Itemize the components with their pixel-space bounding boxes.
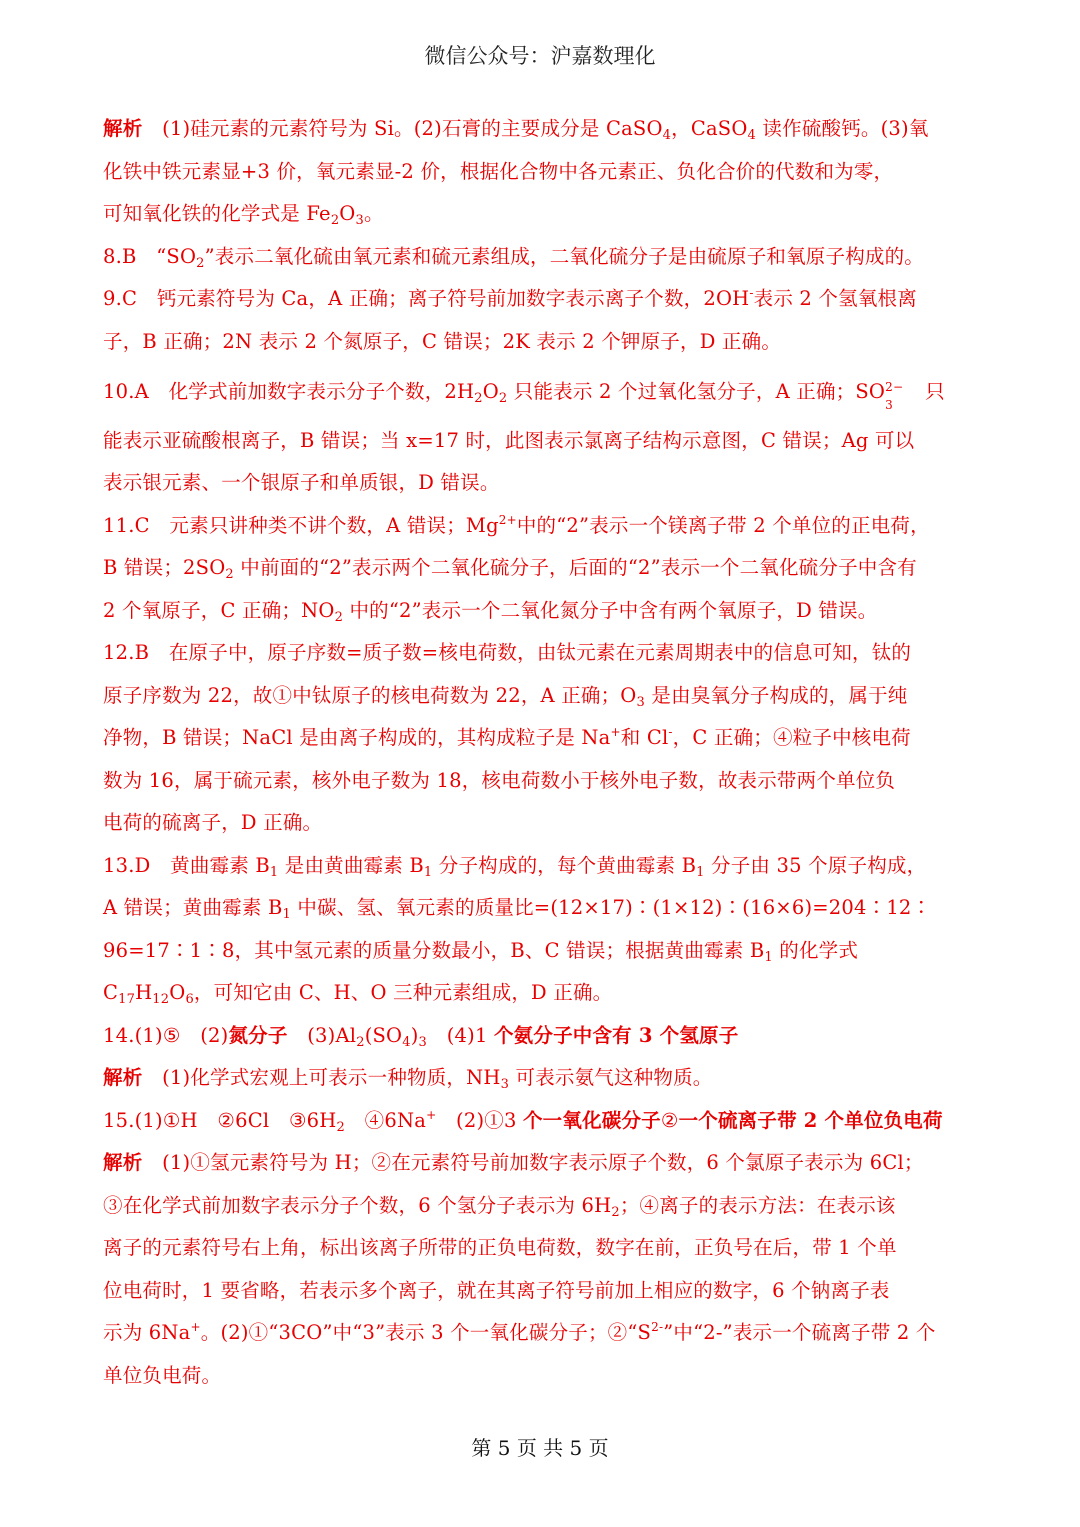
analysis-label: 解析 [103,1066,143,1089]
line: 解析 (1)硅元素的元素符号为 Si。(2)石膏的主要成分是 CaSO$_4$，CaSO$_4$ 读作硫酸钙。(3)氧 [103,117,929,143]
answer-8: 8.B “$SO_2$”表示二氧化硫由氧元素和硫元素组成，二氧化硫分子是由硫原子和氧原子构成的。 [103,244,925,271]
line: 表示银元素、一个银原子和单质银，D 错误。 [103,471,500,494]
line: 2 个氧原子，C 正确；$NO_2$ 中的“2”表示一个二氧化氮分子中含有两个氧原子，D 错误。 [103,598,878,625]
answer-15: 15.(1)①H ②6Cl $③6H_2$ ④6Na+ (2)①3 个一氧化碳分子②一个硫离子带 2 个单位负电荷 [103,1107,943,1135]
line: 能表示亚硫酸根离子，B 错误；当 x=17 时，此图表示氯离子结构示意图，C 错误；Ag 可以 [103,428,915,452]
analysis-label: 解析 [103,117,143,140]
line: 示为 6Na+。(2)①“3CO”中“3”表示 3 个一氧化碳分子；$②“S^{2-}$”中“2-”表示一个硫离子带 2 个 [103,1320,936,1344]
line: 96=17∶1∶8，其中氢元素的质量分数最小，B、C 错误；根据黄曲霉素 $B_1$ 的化学式 [103,938,859,965]
analysis-label: 解析 [103,1151,143,1174]
line: 解析 (1)①氢元素符号为 H；②在元素符号前加数字表示原子个数，6 个氯原子表示为 6Cl； [103,1151,924,1174]
line: 单位负电荷。 [103,1363,222,1387]
line: A 错误；黄曲霉素 $B_1$ 中碳、氢、氧元素的质量比=(12×17)∶(1×12)∶(16×6)=204∶12∶ [103,896,932,922]
line: 电荷的硫离子，D 正确。 [103,811,323,834]
line: 可知氧化铁的化学式是 $Fe_2O_3$。 [103,202,384,228]
line: 解析 (1)化学式宏观上可表示一种物质，$NH_3$ 可表示氨气这种物质。 [103,1066,713,1092]
line: B 错误；$2SO_2$ 中前面的“2”表示两个二氧化硫分子，后面的“2”表示一个二氧化硫分子中含有 [103,556,917,582]
line: 数为 16，属于硫元素，核外电子数为 18，核电荷数小于核外电子数，故表示带两个单位负 [103,768,896,792]
line: 净物，B 错误；NaCl 是由离子构成的，其构成粒子是 Na+和 Cl-，C 正确；④粒子中核电荷 [103,725,911,749]
answer-12: 12.B 在原子中，原子序数=质子数=核电荷数，由钛元素在元素周期表中的信息可知，钛的 [103,641,912,664]
line: 化铁中铁元素显+3 价，氧元素显-2 价，根据化合物中各元素正、负化合价的代数和为零， [103,159,894,183]
page-header: 微信公众号：沪嘉数理化 [424,44,656,68]
answer-9: 9.C 钙元素符号为 Ca，A 正确；离子符号前加数字表示离子个数，2OH-表示 2 个氢氧根离 [103,286,917,310]
page-footer: 第 5 页 共 5 页 [471,1436,609,1460]
line: 子，B 正确；2N 表示 2 个氮原子，C 错误；2K 表示 2 个钾原子，D 正确。 [103,329,782,353]
answer-14: 14.(1)⑤ (2)氮分子 $(3)Al_2(SO_4)_3$ (4)1 个氨分子中含有 3 个氢原子 [103,1023,739,1050]
answer-13: 13.D 黄曲霉素 $B_1$ 是由黄曲霉素 $B_1$ 分子构成的，每个黄曲霉素 $B_1$ 分子由 35 个原子构成， [103,853,927,880]
answer-10: 10.A 化学式前加数字表示分子个数，$2H_2O_2$ 只能表示 2 个过氧化氢分子，A 正确；SO 2− 3 只 [103,380,945,412]
line: 离子的元素符号右上角，标出该离子所带的正负电荷数，数字在前，正负号在后，带 1 个单 [103,1236,897,1259]
line: 位电荷时，1 要省略，若表示多个离子，就在其离子符号前加上相应的数字，6 个钠离子表 [103,1278,890,1302]
line: ③在化学式前加数字表示分子个数，6 个氢分子表示为 $6H_2$；④离子的表示方法：在表示该 [103,1193,896,1220]
line: 原子序数为 22，故①中钛原子的核电荷数为 22，A 正确；$O_3$ 是由臭氧分子构成的，属于纯 [103,683,908,710]
answer-content [103,108,985,1397]
line: $C_{17}H_{12}O_6$，可知它由 C、H、O 三种元素组成，D 正确。 [103,981,613,1007]
answer-11: 11.C 元素只讲种类不讲个数，A 错误；$Mg^{2+}$中的“2”表示一个镁离子带 2 个单位的正电荷， [103,512,930,537]
